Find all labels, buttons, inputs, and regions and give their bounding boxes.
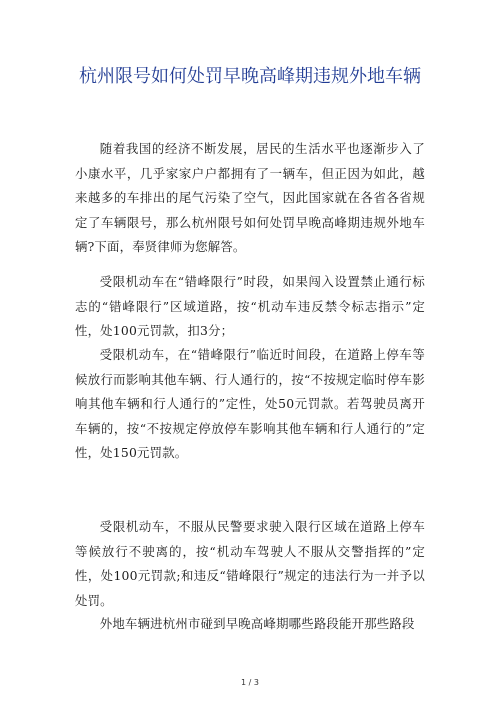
page-number: 1 / 3 (241, 678, 259, 687)
paragraph-penalty-disobey-police: 受限机动车，不服从民警要求驶入限行区域在道路上停车等候放行不驶离的，按“机动车驾驶人不服从交警指挥的”定性，处100元罚款;和违反“错峰限行”规定的违法行为一并予以处罚。 (75, 519, 425, 608)
paragraph-penalty-prohibited-road: 受限机动车在“错峰限行”时段，如果闯入设置禁止通行标志的“错峰限行”区域道路，按“机动车违反禁令标志指示”定性，处100元罚款，扣3分； (75, 274, 425, 339)
paragraph-outside-vehicles: 外地车辆进杭州市碰到早晚高峰期哪些路段能开那些路段 (99, 616, 415, 631)
paragraph-penalty-waiting-parking: 受限机动车，在“错峰限行”临近时间段，在道路上停车等候放行而影响其他车辆、行人通行的，按“不按规定临时停车影响其他车辆和行人通行的”定性，处50元罚款。若驾驶员离开车辆的，按“不按规定停放停车影响其他车辆和行人通行的”定性，处150元罚款。 (75, 347, 425, 461)
paragraph-intro: 随着我国的经济不断发展，居民的生活水平也逐渐步入了小康水平，几乎家家户户都拥有了一辆车，但正因为如此，越来越多的车排出的尾气污染了空气，因此国家就在各省各省规定了车辆限号，那么杭州限号如何处罚早晚高峰期违规外地车辆?下面，奉贤律师为您解答。 (75, 141, 425, 255)
document-title: 杭州限号如何处罚早晚高峰期违规外地车辆 (79, 66, 421, 87)
